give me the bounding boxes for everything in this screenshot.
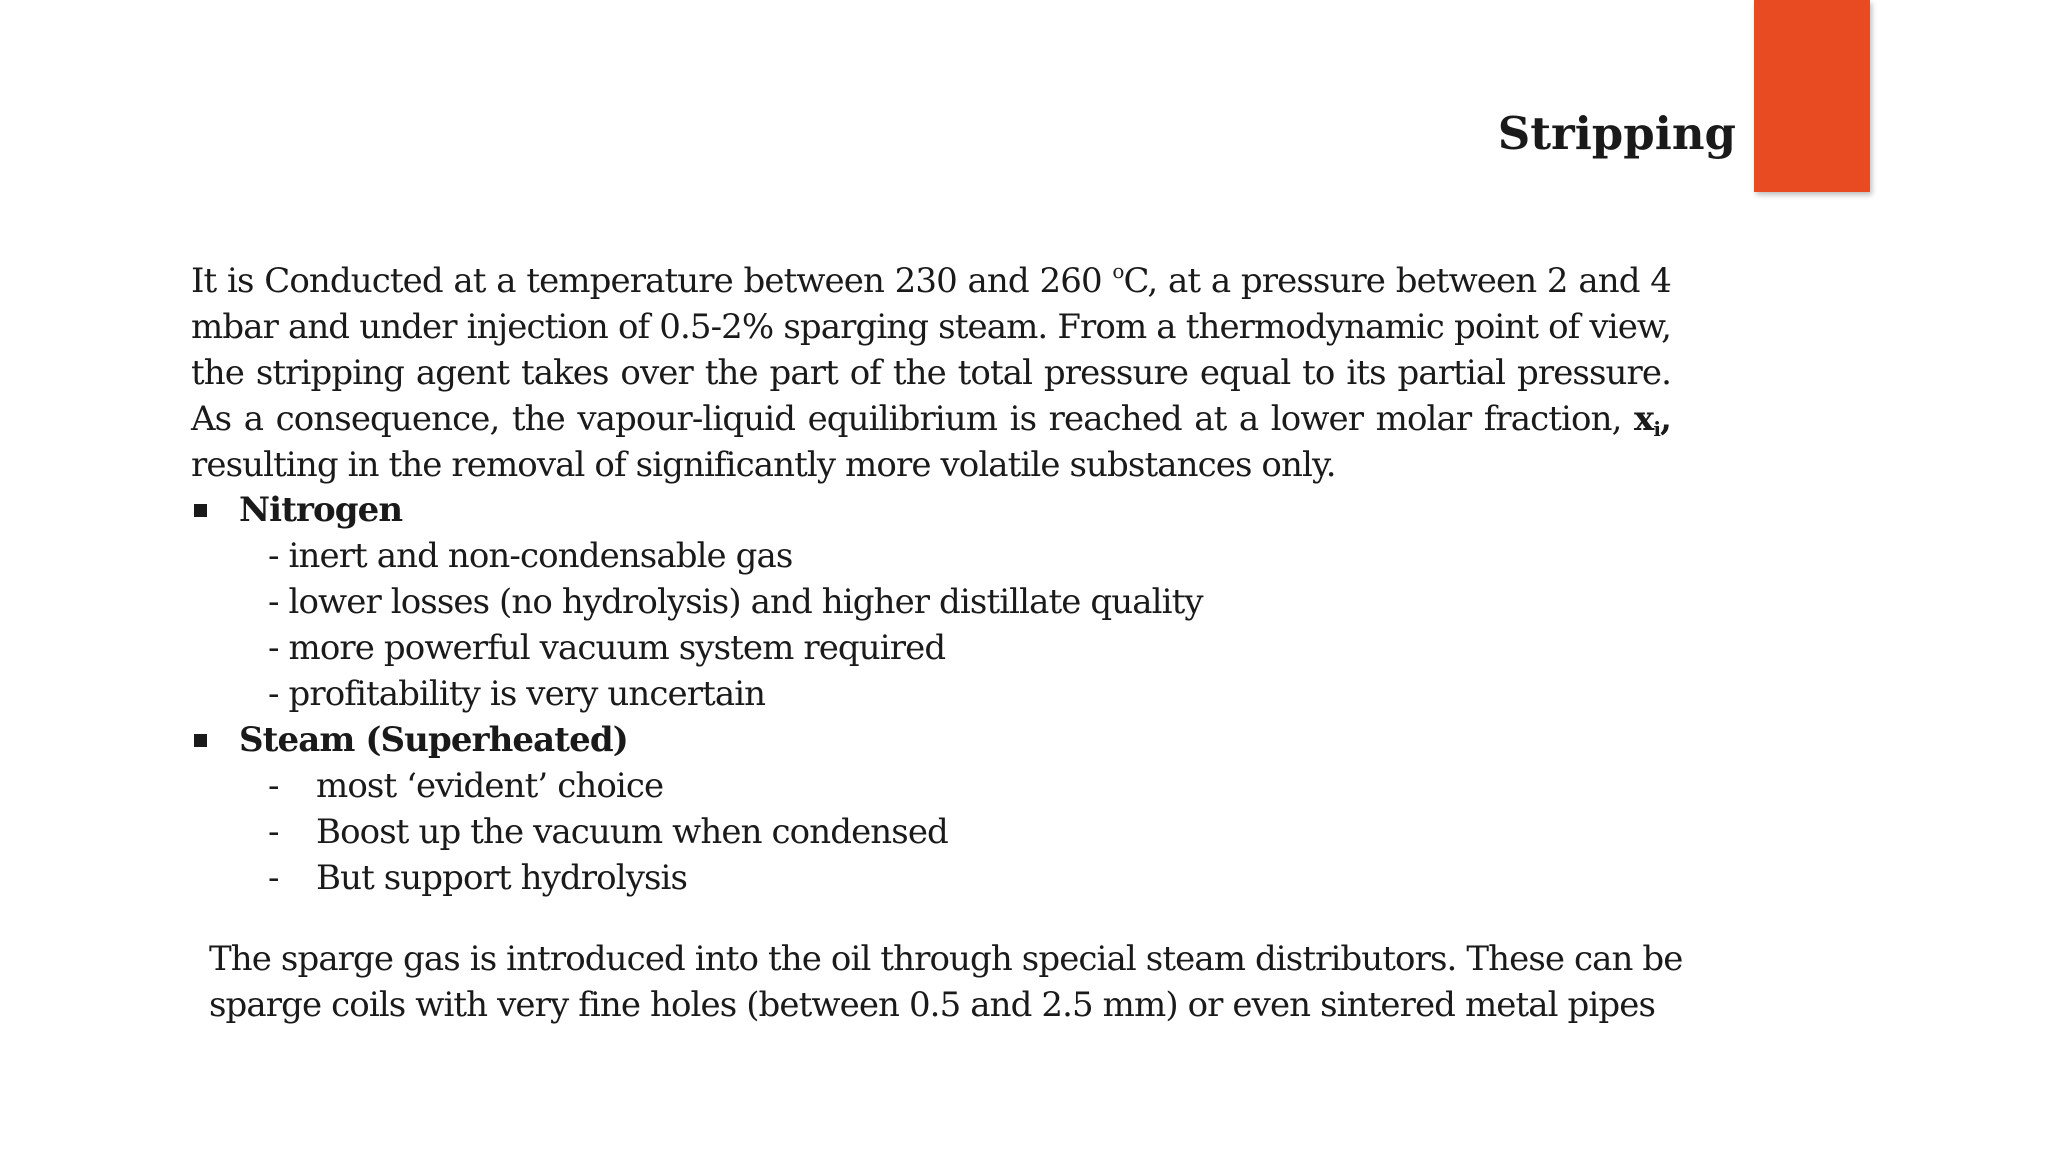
dash-marker: - xyxy=(268,766,279,806)
steam-point-text: Boost up the vacuum when condensed xyxy=(316,812,948,852)
steam-point xyxy=(191,809,1591,855)
molar-fraction-symbol: $x_i$, xyxy=(1633,399,1671,441)
nitrogen-point: - lower losses (no hydrolysis) and higher distillate quality xyxy=(268,582,1203,622)
steam-label: Steam (Superheated) xyxy=(239,720,628,760)
closing-paragraph xyxy=(209,936,1683,1028)
closing-line: The sparge gas is introduced into the oil through special steam distributors. These can be xyxy=(209,939,1683,979)
steam-point-text: most ‘evident’ choice xyxy=(316,766,664,806)
steam-point xyxy=(191,855,1591,901)
nitrogen-point: - inert and non-condensable gas xyxy=(268,536,793,576)
list-item-nitrogen xyxy=(191,487,1591,533)
nitrogen-point: - profitability is very uncertain xyxy=(268,674,766,714)
square-bullet-icon xyxy=(194,504,207,517)
dash-marker: - xyxy=(268,858,279,898)
nitrogen-point: - more powerful vacuum system required xyxy=(268,628,946,668)
degree-superscript: o xyxy=(1112,259,1124,283)
intro-paragraph xyxy=(191,258,1671,488)
closing-line: sparge coils with very fine holes (between 0.5 and 2.5 mm) or even sintered metal pipes xyxy=(209,985,1655,1025)
dash-marker: - xyxy=(268,812,279,852)
gas-list xyxy=(191,487,1591,901)
intro-text-end: resulting in the removal of significantly more volatile substances only. xyxy=(191,445,1336,485)
nitrogen-label: Nitrogen xyxy=(239,490,403,530)
slide-title: Stripping xyxy=(1497,107,1736,160)
list-item-steam xyxy=(191,717,1591,763)
steam-point xyxy=(191,763,1591,809)
square-bullet-icon xyxy=(194,734,207,747)
steam-point-text: But support hydrolysis xyxy=(316,858,688,898)
accent-block xyxy=(1754,0,1870,192)
intro-text-before-sup: It is Conducted at a temperature between 230 and 260 xyxy=(191,261,1113,301)
intro-text-after-sup: C, at a pressure between 2 and 4 mbar and under injection of 0.5-2% sparging steam. From a thermodynamic point of view, the stripping agent takes over the part of the total pressure equal to its partial pressure. As a consequence, the vapour-liquid equilibrium is reached at a lower molar fraction, xyxy=(191,261,1671,439)
